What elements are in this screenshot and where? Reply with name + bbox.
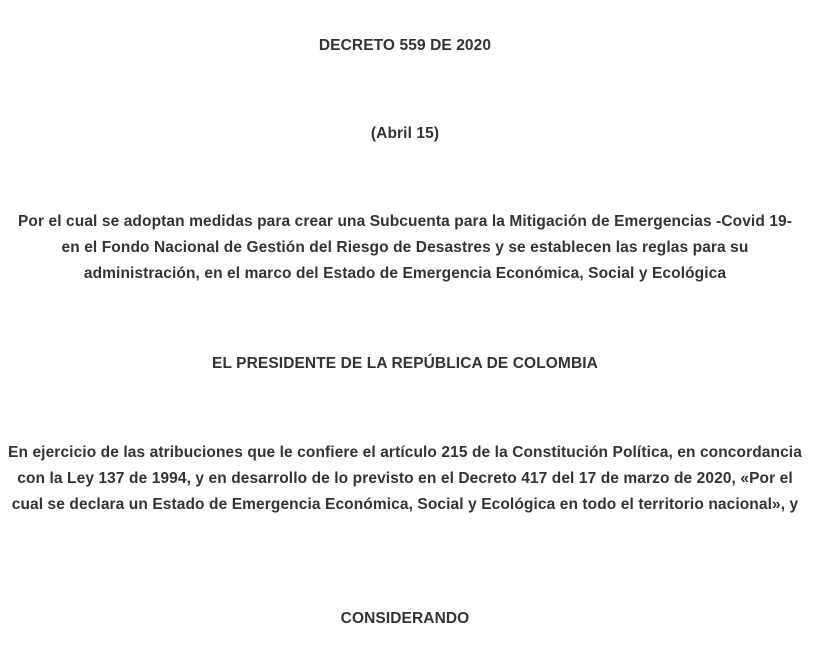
issuing-authority: EL PRESIDENTE DE LA REPÚBLICA DE COLOMBIA <box>212 355 598 372</box>
decree-epigraph: Por el cual se adoptan medidas para crear una Subcuenta para la Mitigación de Emergencias -Covid 19- en el Fondo Nacional de Gestión del Riesgo de Desastres y se establecen las reglas para su administración, en el marco del Estado de Emergencia Económica, Social y Ecológica <box>17 213 793 282</box>
decree-title: DECRETO 559 DE 2020 <box>318 37 492 54</box>
decree-preamble: En ejercicio de las atribuciones que le confiere el artículo 215 de la Constitución Política, en concordancia con la Ley 137 de 1994, y en desarrollo de lo previsto en el Decreto 417 del 17 de marzo de 2020, «Por el cual se declara un Estado de Emergencia Económica, Social y Ecológica en todo el territorio nacional», y <box>8 444 802 513</box>
decree-date: (Abril 15) <box>370 125 440 142</box>
considerando-heading: CONSIDERANDO <box>340 610 470 627</box>
